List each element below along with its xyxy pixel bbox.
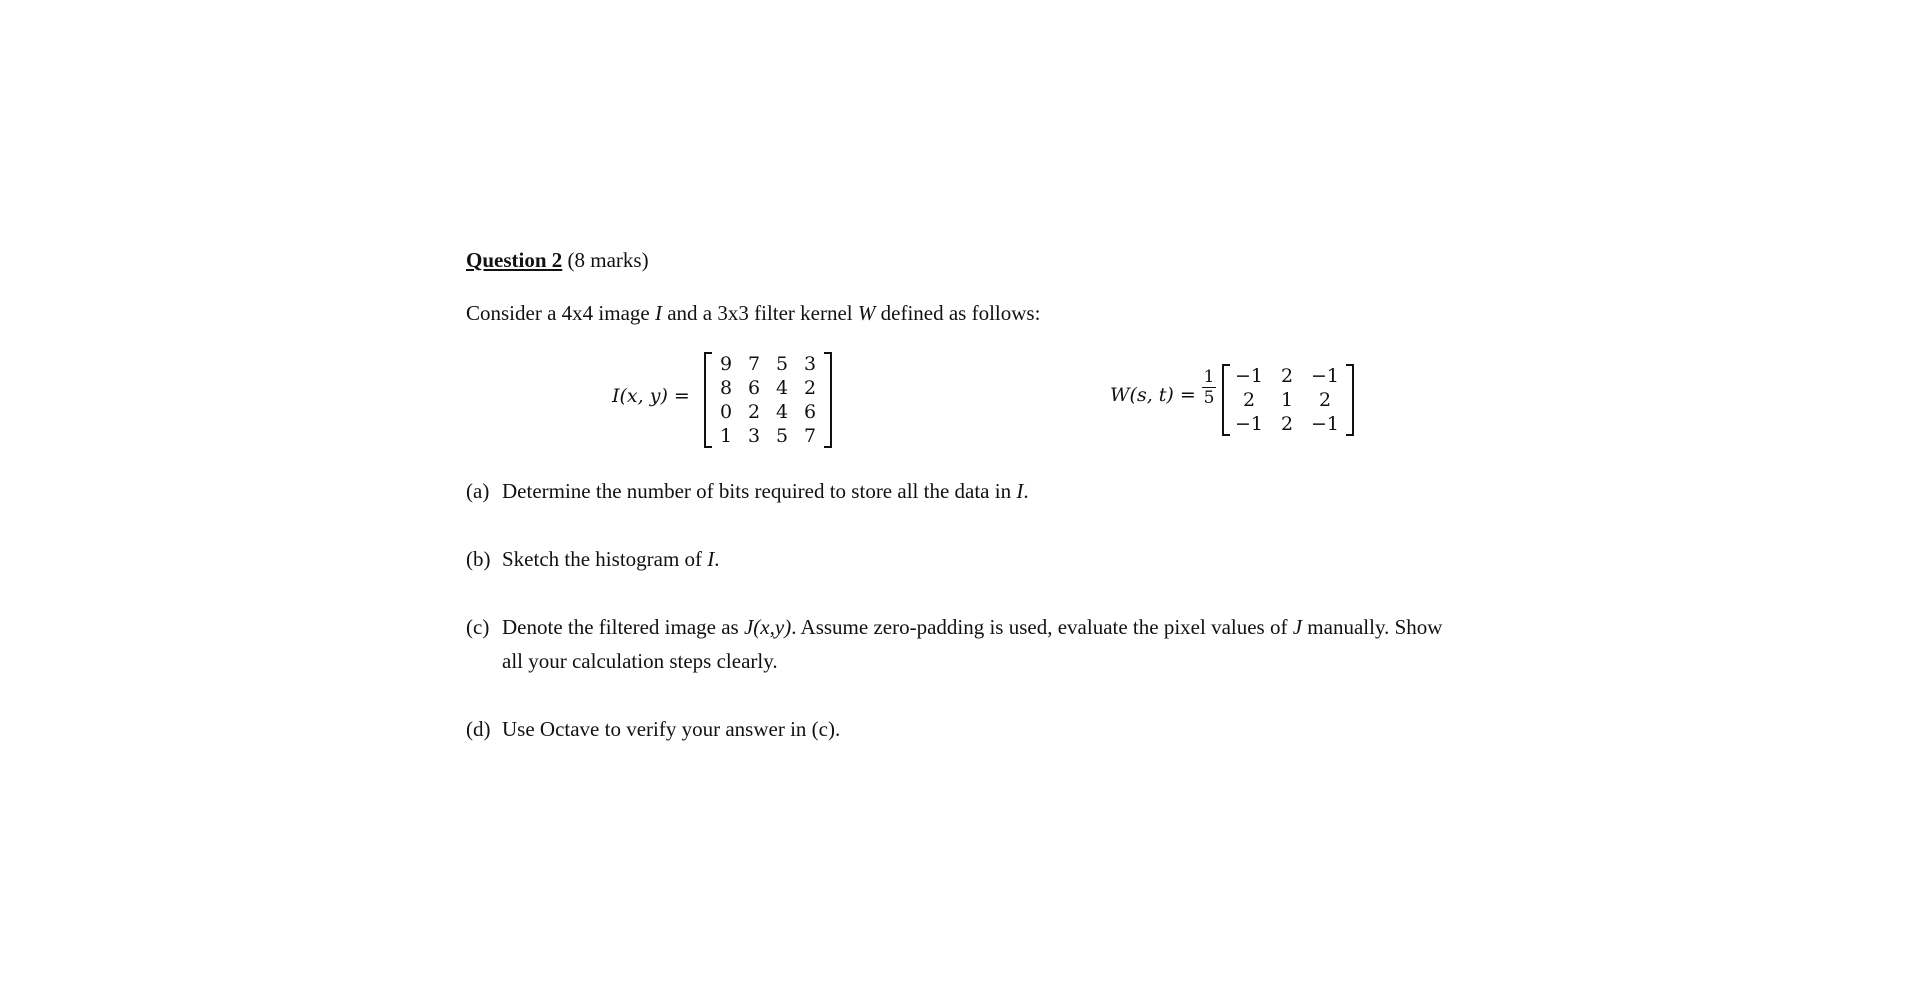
matrix-cell: 6 [747,377,761,399]
matrix-cell: 4 [775,377,789,399]
matrix-row [706,376,830,400]
part-b-label: (b) [466,547,491,571]
intro-middle: and a 3x3 filter kernel [667,301,853,325]
matrix-row [1224,412,1352,436]
matrix-cell: 1 [1280,389,1294,411]
matrix-cell: 7 [803,425,817,447]
matrix-w-label [1110,384,1196,406]
matrix-cell: 3 [803,353,817,375]
part-c-label: (c) [466,615,490,639]
part-a-label: (a) [466,479,490,503]
matrix-cell: 1 [719,425,733,447]
matrix-i [704,352,832,448]
part-d-text: Use Octave to verify your answer in (c). [502,717,841,741]
matrix-cell: −1 [1234,413,1263,435]
intro-kernel-symbol: W [857,301,876,325]
question-intro [466,300,1040,326]
intro-image-symbol: I [654,301,662,325]
matrix-i-label-text: I(x, y) [612,385,668,407]
part-a [466,474,1029,508]
part-c-line2: all your calculation steps clearly. [502,649,778,673]
matrix-cell: 8 [719,377,733,399]
matrix-cell: 4 [775,401,789,423]
matrix-cell: 2 [1280,413,1294,435]
matrix-row [1224,364,1352,388]
matrix-i-equals: = [673,385,690,407]
matrix-row [706,352,830,376]
matrix-cell: 2 [1318,389,1332,411]
matrix-row [706,400,830,424]
matrix-w-factor-numerator: 1 [1203,367,1215,387]
matrix-row [1224,388,1352,412]
question-marks: (8 marks) [567,248,649,272]
part-c-text2: . Assume zero-padding is used, evaluate the pixel values of [791,615,1288,639]
matrix-cell: 5 [775,425,789,447]
part-a-end: . [1023,479,1029,503]
matrix-cell: 2 [747,401,761,423]
part-a-text: Determine the number of bits required to store all the data in [502,479,1012,503]
part-c-symbol2: J [1292,615,1303,639]
matrix-cell: 2 [803,377,817,399]
matrix-cell: 3 [747,425,761,447]
matrix-cell: 0 [719,401,733,423]
matrix-cell: 9 [719,353,733,375]
part-b-end: . [714,547,720,571]
matrix-w-label-text: W(s, t) [1110,384,1174,406]
matrix-cell: 7 [747,353,761,375]
part-d [466,712,840,746]
matrix-w-factor-denominator: 5 [1203,388,1215,408]
question-title: Question 2 [466,248,563,272]
matrix-cell: −1 [1310,413,1339,435]
matrix-i-label [612,385,690,407]
part-b [466,542,720,576]
matrix-cell: 2 [1242,389,1256,411]
matrix-w [1222,364,1354,436]
intro-suffix: defined as follows: [880,301,1041,325]
part-a-symbol: I [1016,479,1024,503]
matrix-w-factor [1202,368,1216,407]
matrix-cell: 5 [775,353,789,375]
intro-prefix: Consider a 4x4 image [466,301,650,325]
part-c-text3: manually. Show [1307,615,1443,639]
matrix-cell: −1 [1234,365,1263,387]
part-c-text1: Denote the filtered image as [502,615,739,639]
question-heading [466,248,649,272]
part-c [466,610,1442,678]
matrix-cell: −1 [1310,365,1339,387]
matrix-w-equals: = [1179,384,1196,406]
part-d-label: (d) [466,717,491,741]
part-b-symbol: I [707,547,715,571]
matrix-cell: 6 [803,401,817,423]
part-b-text: Sketch the histogram of [502,547,703,571]
part-c-symbol1: J(x,y) [743,615,792,639]
matrix-row [706,424,830,448]
matrix-cell: 2 [1280,365,1294,387]
